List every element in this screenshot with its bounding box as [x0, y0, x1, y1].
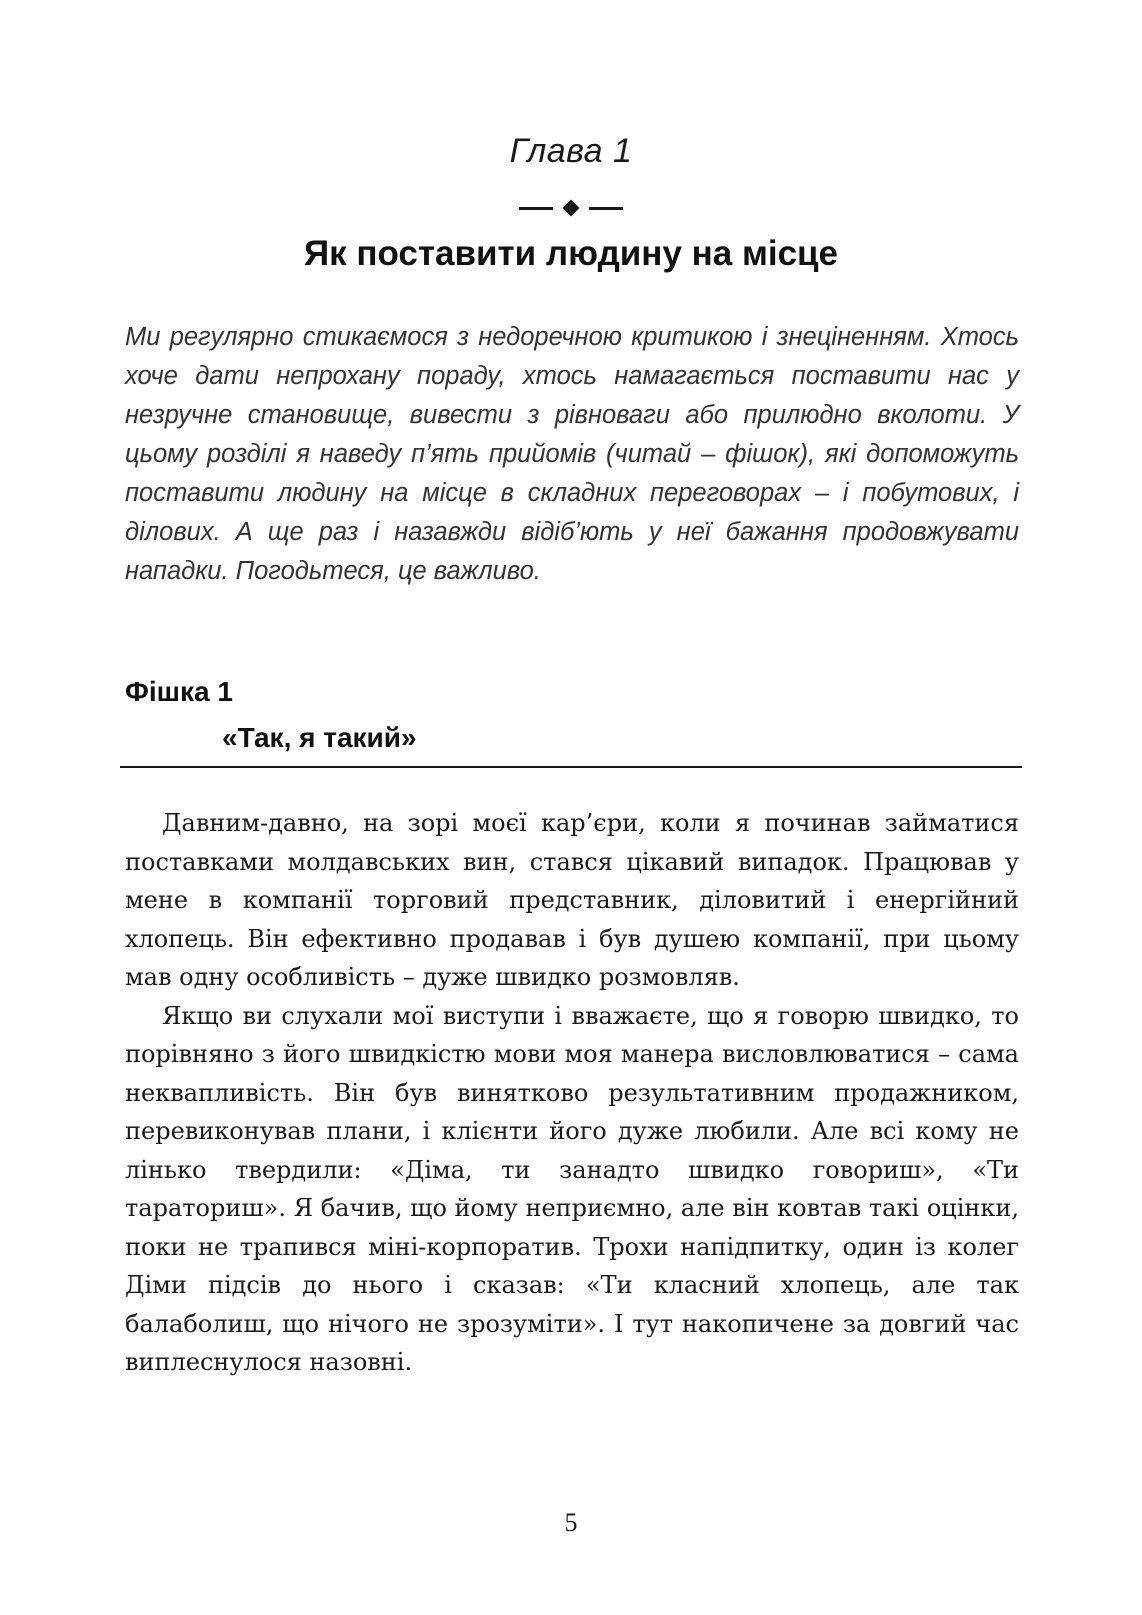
section-divider: [120, 766, 1022, 768]
section-label: Фішка 1: [125, 676, 233, 707]
diamond-icon: [563, 200, 580, 217]
body-paragraph: Давним-давно, на зорі моєї кар’єри, коли я починав займатися поставками молдавських вин, стався цікавий випадок. Працював у мене в компанії торговий представник, діловитий і енергійний хлопець. Він ефективно продавав і був душею компанії, при цьому мав одну особливість – дуже швидко розмовляв.: [125, 809, 1019, 991]
section-title: «Так, я такий»: [222, 722, 417, 753]
ornament-dash-right: [589, 207, 623, 210]
chapter-ornament: [0, 196, 1142, 220]
body-paragraph: Якщо ви слухали мої виступи і вважаєте, що я говорю швидко, то порівняно з його швидкістю мови моя манера висловлюватися – сама неквапливість. Він був винятково результативним продажником, перевиконував плани, і клієнти його дуже любили. Але всі кому не лінько твердили: «Діма, ти занадто швидко говориш», «Ти тараториш». Я бачив, що йому неприємно, але він ковтав такі оцінки, поки не трапився міні-корпоратив. Трохи напідпитку, один із колег Діми підсів до нього і сказав: «Ти класний хлопець, але так балаболиш, що нічого не зрозуміти». І тут накопичене за довгий час виплеснулося назовні.: [125, 1001, 1019, 1376]
page-number: 5: [564, 1508, 578, 1537]
body-text: [125, 804, 1019, 1382]
chapter-intro: Ми регулярно стикаємося з недоречною критикою і знеціненням. Хтось хоче дати непрохану пораду, хтось намагається поставити нас у незручне становище, вивести з рівноваги або прилюдно вколоти. У цьому розділі я наведу п’ять прийомів (читай – фішок), які допоможуть поставити людину на місце в складних переговорах – і побутових, і ділових. А ще раз і назавжди відіб’ють у неї бажання продовжувати нападки. Погодьтеся, це важливо.: [125, 323, 1019, 585]
chapter-title: Як поставити людину на місце: [303, 234, 839, 273]
chapter-label: Глава 1: [509, 132, 633, 170]
ornament-dash-left: [519, 207, 553, 210]
